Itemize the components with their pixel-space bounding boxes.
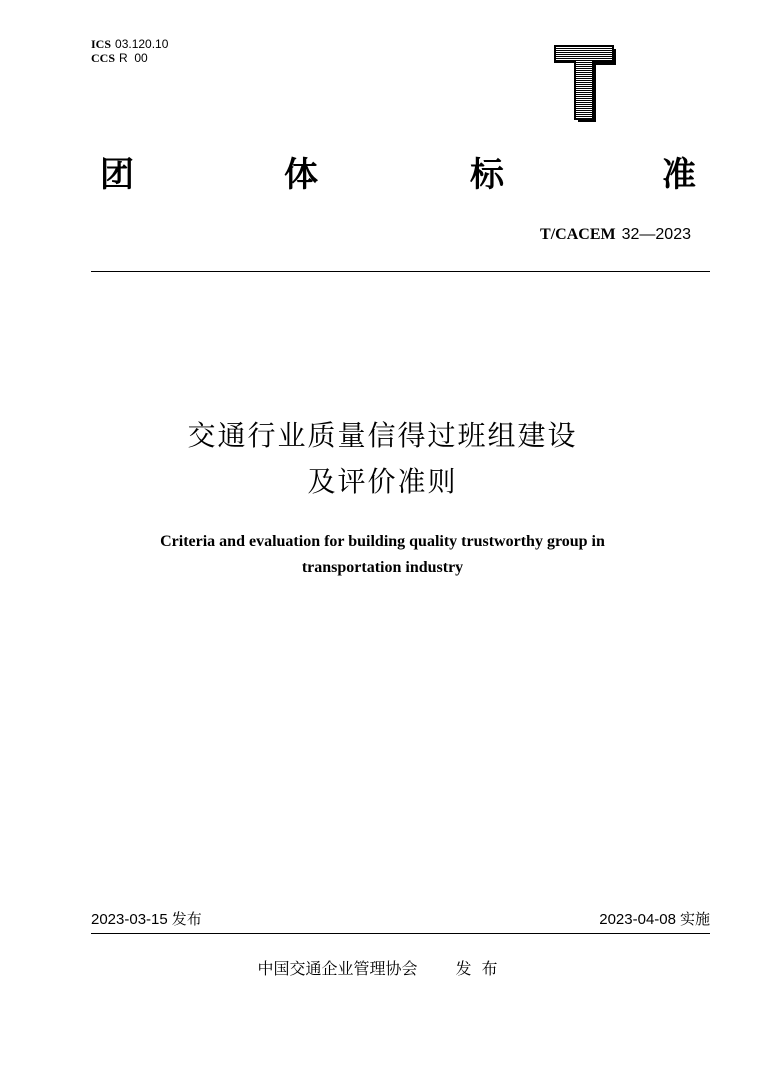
publisher-verb: 发布 <box>455 959 508 978</box>
ics-code <box>91 37 168 51</box>
publisher-name: 中国交通企业管理协会 <box>257 959 418 978</box>
release-date <box>91 908 202 929</box>
implementation-date <box>599 908 710 929</box>
heading-char-3: 标 <box>470 155 504 195</box>
standard-code-number: 32—2023 <box>621 226 691 243</box>
release-date-label: 发布 <box>171 910 202 928</box>
standard-code-prefix: T/CACEM <box>540 226 616 243</box>
title-cn-line2: 及评价准则 <box>307 465 458 498</box>
implementation-date-value: 2023-04-08 <box>599 911 676 928</box>
ics-value: 03.120.10 <box>115 37 169 51</box>
heading-char-4: 准 <box>662 155 696 195</box>
bottom-divider <box>91 933 710 934</box>
standard-type-mark-logo <box>553 44 617 122</box>
ccs-label: CCS <box>91 51 116 65</box>
heading-char-1: 团 <box>100 155 134 195</box>
top-divider <box>91 271 710 272</box>
ics-label: ICS <box>91 37 112 51</box>
publisher-line <box>0 956 765 979</box>
classification-codes <box>91 37 168 65</box>
release-date-value: 2023-03-15 <box>91 911 168 928</box>
ccs-value: R 00 <box>119 51 148 65</box>
title-cn-line1: 交通行业质量信得过班组建设 <box>187 419 578 452</box>
heading-char-2: 体 <box>284 155 318 195</box>
title-en-line1: Criteria and evaluation for building quality trustworthy group in <box>160 533 605 550</box>
title-en-line2: transportation industry <box>301 559 464 576</box>
implementation-date-label: 实施 <box>679 910 710 928</box>
ccs-code <box>91 51 168 65</box>
standard-code <box>540 226 691 244</box>
standard-category-heading <box>100 150 704 200</box>
